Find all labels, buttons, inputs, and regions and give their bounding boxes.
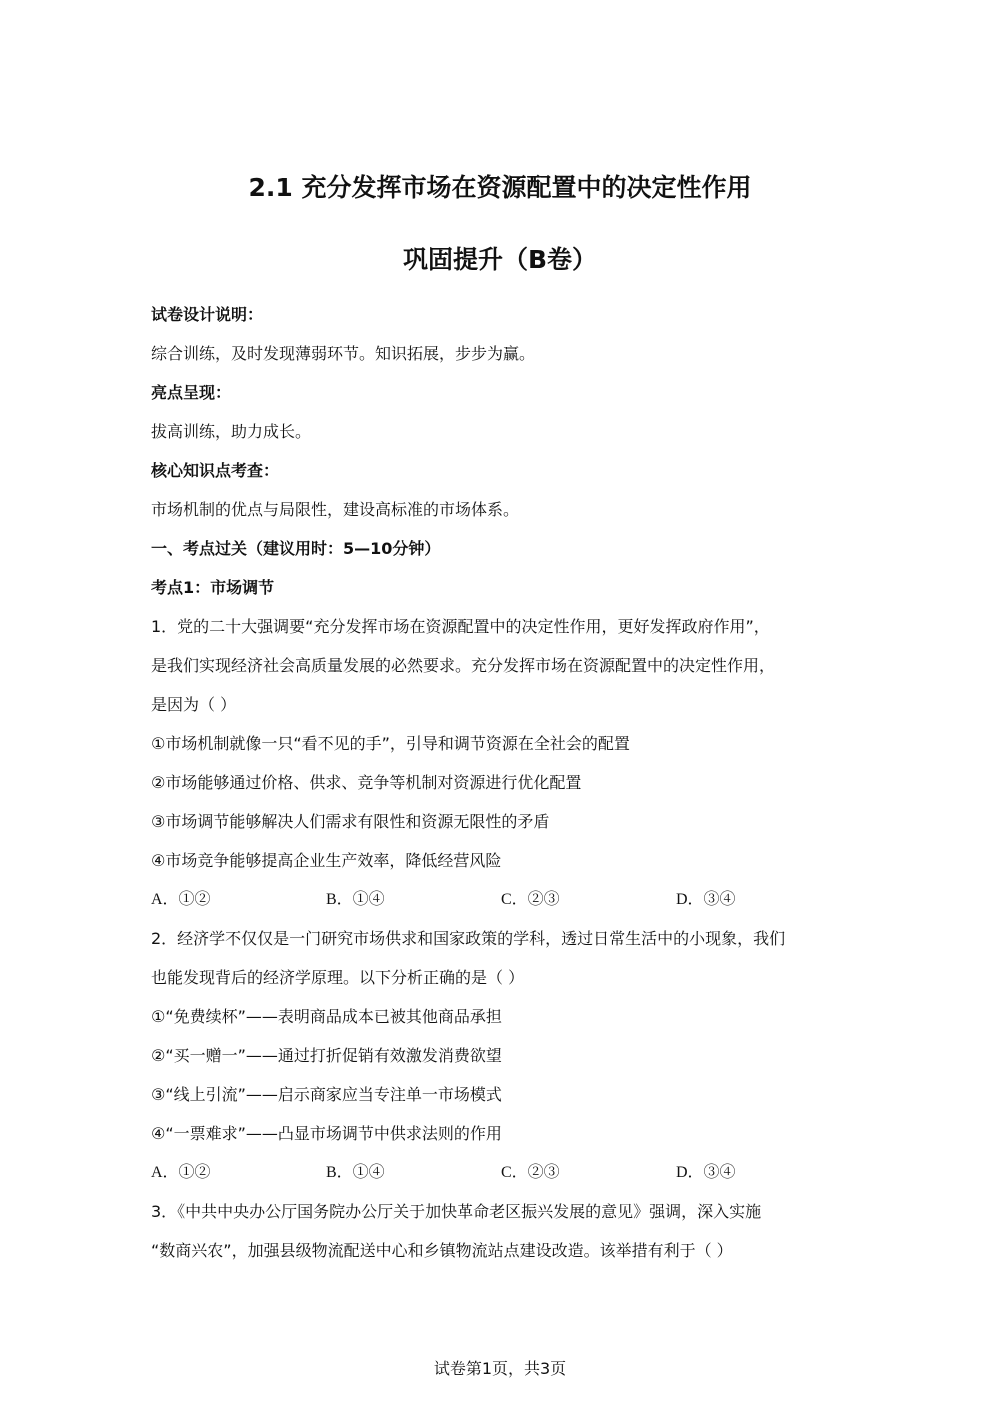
question-2-line: 也能发现背后的经济学原理。以下分析正确的是（ ） bbox=[151, 968, 525, 987]
question-2-item: ②“买一赠一”——通过打折促销有效激发消费欲望 bbox=[151, 1046, 502, 1065]
design-heading: 试卷设计说明： bbox=[151, 305, 264, 324]
question-1-line: 是我们实现经济社会高质量发展的必然要求。充分发挥市场在资源配置中的决定性作用， bbox=[151, 656, 776, 675]
question-1-line: 是因为（ ） bbox=[151, 695, 237, 714]
highlight-heading: 亮点呈现： bbox=[151, 383, 232, 402]
question-2-line: 2．经济学不仅仅是一门研究市场供求和国家政策的学科，透过日常生活中的小现象，我们 bbox=[151, 929, 786, 948]
highlight-text: 拔高训练，助力成长。 bbox=[151, 422, 312, 441]
option-a: A．①② bbox=[151, 1164, 211, 1181]
document-subtitle: 巩固提升（B卷） bbox=[402, 245, 598, 274]
option-c: C．②③ bbox=[501, 891, 560, 908]
option-b: B．①④ bbox=[326, 1164, 385, 1181]
core-text: 市场机制的优点与局限性，建设高标准的市场体系。 bbox=[151, 500, 520, 519]
option-c: C．②③ bbox=[501, 1164, 560, 1181]
option-d: D．③④ bbox=[676, 1164, 736, 1181]
question-3-line: 3．《中共中央办公厅国务院办公厅关于加快革命老区振兴发展的意见》强调，深入实施 bbox=[151, 1202, 762, 1221]
section-heading: 一、考点过关（建议用时：5—10分钟） bbox=[151, 539, 441, 558]
question-1-item: ③市场调节能够解决人们需求有限性和资源无限性的矛盾 bbox=[151, 812, 550, 831]
question-1-line: 1．党的二十大强调要“充分发挥市场在资源配置中的决定性作用，更好发挥政府作用”， bbox=[151, 617, 770, 636]
question-2-options bbox=[151, 1162, 851, 1184]
option-d: D．③④ bbox=[676, 891, 736, 908]
option-b: B．①④ bbox=[326, 891, 385, 908]
question-1-options bbox=[151, 889, 851, 911]
question-1-item: ④市场竞争能够提高企业生产效率，降低经营风险 bbox=[151, 851, 502, 870]
design-text: 综合训练，及时发现薄弱环节。知识拓展，步步为赢。 bbox=[151, 344, 536, 363]
question-3-line: “数商兴农”，加强县级物流配送中心和乡镇物流站点建设改造。该举措有利于（ ） bbox=[151, 1241, 733, 1260]
question-2-item: ④“一票难求”——凸显市场调节中供求法则的作用 bbox=[151, 1124, 502, 1143]
question-1-item: ①市场机制就像一只“看不见的手”，引导和调节资源在全社会的配置 bbox=[151, 734, 630, 753]
page-footer: 试卷第1页，共3页 bbox=[433, 1359, 567, 1378]
option-a: A．①② bbox=[151, 891, 211, 908]
document-title: 2.1 充分发挥市场在资源配置中的决定性作用 bbox=[248, 173, 752, 202]
question-2-item: ③“线上引流”——启示商家应当专注单一市场模式 bbox=[151, 1085, 502, 1104]
point-heading: 考点1：市场调节 bbox=[151, 578, 275, 597]
question-2-item: ①“免费续杯”——表明商品成本已被其他商品承担 bbox=[151, 1007, 502, 1026]
question-1-item: ②市场能够通过价格、供求、竞争等机制对资源进行优化配置 bbox=[151, 773, 582, 792]
core-heading: 核心知识点考查： bbox=[151, 461, 280, 480]
